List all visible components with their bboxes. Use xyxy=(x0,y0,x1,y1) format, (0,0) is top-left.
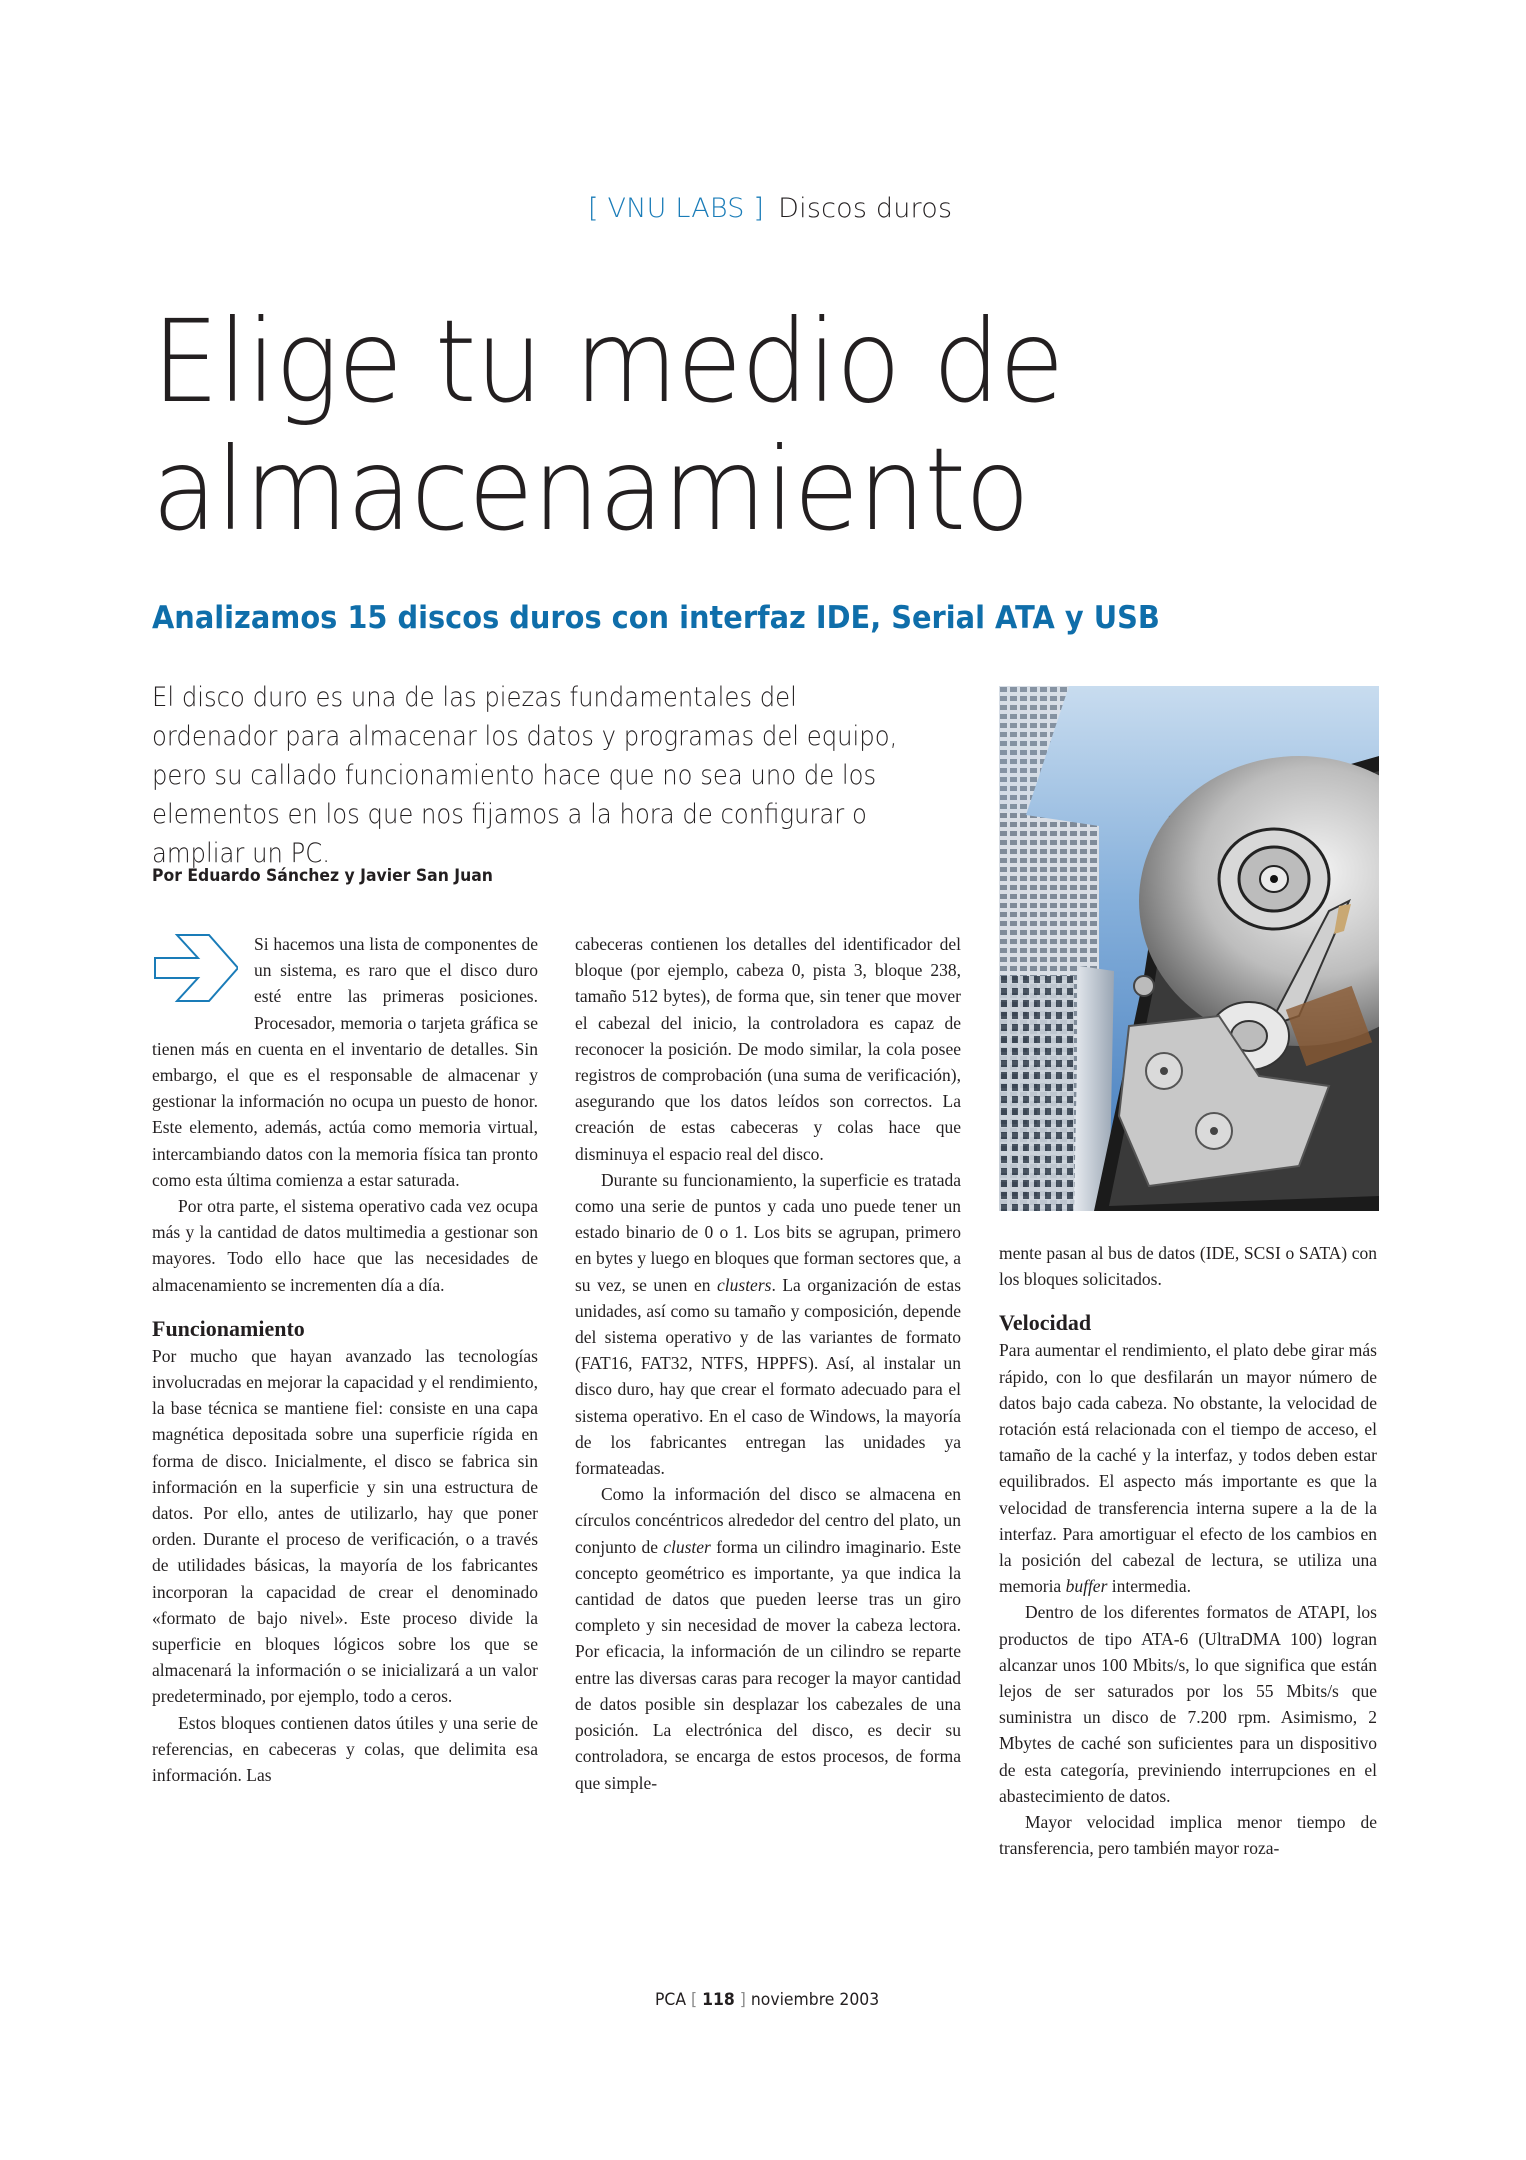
paragraph: Si hacemos una lista de componentes de un sistema, es raro que el disco duro esté entre las primeras posiciones. Procesador, memoria o tarjeta gráfica se tienen más en cuenta en el inventario de detalles. Sin embargo, el que es el responsable de almacenar y gestionar la información no ocupa un puesto de honor. Este elemento, además, actúa como memoria virtual, intercambiando datos con la memoria física tan pronto como esta última comienza a estar saturada. xyxy=(152,934,538,1190)
paragraph: Dentro de los diferentes formatos de ATAPI, los productos de tipo ATA-6 (UltraDMA 100) logran alcanzar unos 100 Mbits/s, lo que significa que están lejos de ser saturados por los 55 Mbits/s que suministra un disco de 7.200 rpm. Asimismo, 2 Mbytes de caché son suficientes para un dispositivo de esta categoría, previniendo interrupciones en el abastecimiento de datos. xyxy=(999,1602,1377,1806)
article-byline: Por Eduardo Sánchez y Javier San Juan xyxy=(152,866,493,886)
paragraph: Mayor velocidad implica menor tiempo de transferencia, pero también mayor roza- xyxy=(999,1812,1377,1859)
hard-drive-photo xyxy=(999,686,1379,1211)
issue-date: noviembre 2003 xyxy=(750,1990,880,2010)
paragraph: Por mucho que hayan avanzado las tecnologías involucradas en mejorar la capacidad y el rendimiento, la base técnica se mantiene fiel: consiste en una capa magnética depositada sobre una superficie rígida en forma de disco. Inicialmente, el disco se fabrica sin información en la superficie y sin una estructura de datos. Por ello, antes de utilizarlo, hay que poner orden. Durante el proceso de verificación, o a través de utilidades básicas, la mayoría de los fabricantes incorporan la capacidad de crear el denominado «formato de bajo nivel». Este proceso divide la superficie en bloques lógicos sobre los que se almacenará la información o se inicializará a un valor predeterminado, por ejemplo, todo a ceros. xyxy=(152,1345,538,1707)
arrow-right-outline-icon xyxy=(152,933,254,1011)
paragraph xyxy=(999,1337,1377,1599)
text-run: Para aumentar el rendimiento, el plato debe girar más rápido, con lo que desfilarán un mayor número de datos bajo cada cabeza. No obstante, la velocidad de rotación está relacionada con el tiempo de acceso, el tamaño de la caché y la interfaz, y todos deben estar equilibrados. El aspecto más importante es que la velocidad de transferencia interna supere a la de la interfaz. Para amortiguar el efecto de los cambios en la posición del cabezal de lectura, se utiliza una memoria xyxy=(999,1340,1377,1597)
section-tag: [ VNU LABS ] xyxy=(588,193,765,224)
bracket-open: [ xyxy=(691,1990,698,2010)
article-column-3 xyxy=(999,1240,1377,1861)
paragraph: mente pasan al bus de datos (IDE, SCSI o SATA) con los bloques solicitados. xyxy=(999,1243,1377,1290)
section-topic: Discos duros xyxy=(778,193,953,224)
italic-term: buffer xyxy=(1065,1576,1108,1597)
page-footer xyxy=(655,1990,879,2010)
magazine-name: PCA xyxy=(655,1990,687,2010)
text-run: . La organización de estas unidades, así como su tamaño y composición, depende del sistema operativo y de las variantes de formato (FAT16, FAT32, NTFS, HPPFS). Así, al instalar un disco duro, hay que crear el formato adecuado para el sistema operativo. En el caso de Windows, la mayoría de los fabricantes entregan las unidades ya formateadas. xyxy=(575,1274,961,1479)
article-title xyxy=(152,295,1268,556)
page-number: 118 xyxy=(702,1990,735,2010)
section-header xyxy=(588,193,952,224)
article-column-2 xyxy=(575,931,961,1796)
section-heading-funcionamiento: Funcionamiento xyxy=(152,1315,305,1341)
text-run: Durante su funcionamiento, la superficie es tratada como una serie de puntos y cada uno puede tener un estado binario de 0 o 1. Los bits se agrupan, primero en bytes y luego en bloques que forman sectores que, a su vez, se unen en xyxy=(575,1169,961,1295)
article-column-1 xyxy=(152,931,538,1788)
italic-term: clusters xyxy=(717,1274,772,1295)
paragraph: Estos bloques contienen datos útiles y una serie de referencias, en cabeceras y colas, que delimita esa información. Las xyxy=(152,1712,538,1786)
text-run: intermedia. xyxy=(1107,1576,1191,1597)
text-run: forma un cilindro imaginario. Este concepto geométrico es importante, ya que indica la cantidad de datos que pueden leerse tras un giro completo y sin necesidad de mover la cabeza lectora. Por eficacia, la información de un cilindro se reparte entre las diversas caras para recoger la mayor cantidad de datos posible sin desplazar los cabezales de una posición. La electrónica del disco, es decir su controladora, se encarga de estos procesos, de forma que simple- xyxy=(575,1536,962,1793)
text-run: Como la información del disco se almacena en círculos concéntricos alrededor del centro del plato, un conjunto de xyxy=(575,1484,961,1557)
paragraph xyxy=(575,1167,961,1481)
italic-term: cluster xyxy=(663,1536,711,1557)
title-line-1: Elige tu medio de xyxy=(152,295,1064,428)
bracket-close: ] xyxy=(739,1990,746,2010)
paragraph: Por otra parte, el sistema operativo cada vez ocupa más y la cantidad de datos multimedia a gestionar son mayores. Todo ello hace que las necesidades de almacenamiento se incrementen día a día. xyxy=(152,1196,538,1295)
article-subtitle: Analizamos 15 discos duros con interfaz IDE, Serial ATA y USB xyxy=(152,600,1160,636)
section-heading-velocidad: Velocidad xyxy=(999,1310,1092,1336)
hard-drive-photo-icon xyxy=(999,686,1379,1211)
paragraph: cabeceras contienen los detalles del identificador del bloque (por ejemplo, cabeza 0, pista 3, bloque 238, tamaño 512 bytes), de forma que, sin tener que mover el cabezal del inicio, la controladora es capaz de reconocer la posición. De modo similar, la cola posee registros de comprobación (una suma de verificación), asegurando que los datos leídos son correctos. La creación de estas cabeceras y colas hace que disminuya el espacio real del disco. xyxy=(575,934,961,1164)
paragraph xyxy=(575,1481,961,1795)
article-lead: El disco duro es una de las piezas fundamentales del ordenador para almacenar los datos y programas del equipo, pero su callado funcionamiento hace que no sea uno de los elementos en los que nos fijamos a la hora de configurar o ampliar un PC. xyxy=(152,682,898,869)
title-line-2: almacenamiento xyxy=(152,423,1029,556)
